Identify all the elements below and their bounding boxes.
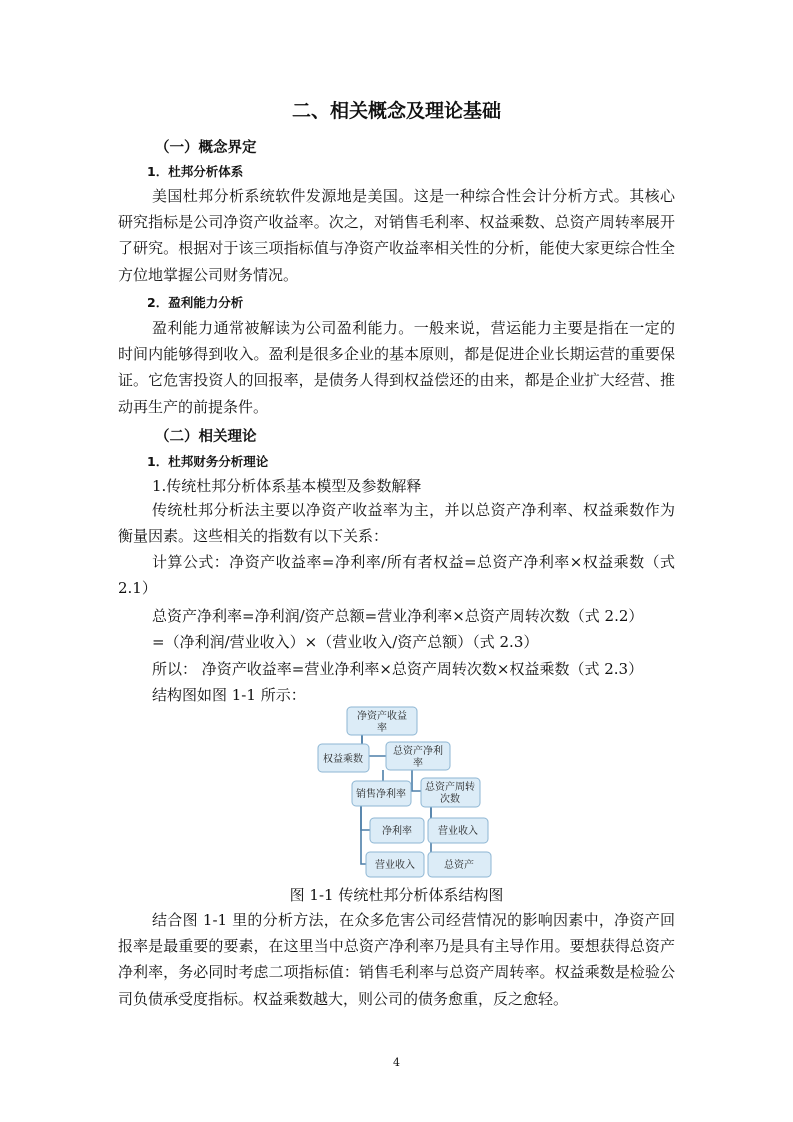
connector-margin-netprofit	[361, 806, 370, 830]
box-sales-margin	[352, 781, 411, 806]
formula-4: 所以： 净资产收益率=营业净利率×总资产周转次数×权益乘数（式 2.3）	[152, 660, 644, 678]
subheading-profitability: 2．盈利能力分析	[147, 295, 244, 310]
formula-3: =（净利润/营业收入）×（营业收入/资产总额）（式 2.3）	[152, 633, 539, 651]
box-roe	[347, 707, 417, 735]
connector-margin-revenue	[361, 806, 366, 864]
model-heading-line: 1.传统杜邦分析体系基本模型及参数解释	[152, 477, 422, 495]
box-asset-turnover	[421, 778, 480, 807]
box-equity-multiplier	[318, 744, 369, 772]
box-sales-margin-label: 销售净利率	[356, 789, 406, 800]
box-roe-line1: 净资产收益	[357, 711, 407, 722]
box-asset-turnover-line2: 次数	[440, 794, 460, 805]
paragraph-model-intro: 传统杜邦分析法主要以净资产收益率为主，并以总资产净利率、权益乘数作为衡量因素。这些相关的指数有以下关系：	[118, 501, 675, 546]
box-revenue-left-label: 营业收入	[375, 860, 415, 871]
page-number: 4	[393, 1056, 400, 1069]
box-total-assets-label: 总资产	[444, 860, 474, 871]
paragraph-analysis: 结合图 1-1 里的分析方法，在众多危害公司经营情况的影响因素中，净资产回报率是最重要的要素，在这里当中总资产净利率乃是具有主导作用。要想获得总资产净利率，务必同时考虑二项指标值：销售毛利率与总资产周转率。权益乘数是检验公司负债承受度指标。权益乘数越大，则公司的债务愈重，反之愈轻。	[118, 911, 675, 1008]
paragraph-dupont-intro: 美国杜邦分析系统软件发源地是美国。这是一种综合性会计分析方式。其核心研究指标是公司净资产收益率。次之，对销售毛利率、权益乘数、总资产周转率展开了研究。根据对于该三项指标值与净资产收益率相关性的分析，能使大家更综合性全方位地掌握公司财务情况。	[118, 187, 675, 284]
figure-intro-line: 结构图如图 1-1 所示：	[152, 686, 306, 704]
box-roe-line2: 率	[377, 723, 387, 734]
box-roa-line1: 总资产净利	[393, 746, 443, 757]
box-net-profit	[370, 818, 424, 843]
section-heading-theory: （二）相关理论	[155, 429, 257, 445]
box-asset-turnover-line1: 总资产周转	[425, 782, 475, 793]
section-heading-concepts: （一）概念界定	[155, 140, 257, 156]
figure-caption: 图 1-1 传统杜邦分析体系结构图	[289, 886, 504, 904]
box-revenue-right	[428, 818, 488, 843]
formula-2: 总资产净利率=净利润/资产总额=营业净利率×总资产周转次数（式 2.2）	[152, 607, 644, 625]
box-roa	[386, 742, 450, 770]
box-roa-line2: 率	[413, 758, 423, 769]
subheading-dupont-theory: 1．杜邦财务分析理论	[147, 454, 269, 469]
subheading-dupont-system: 1．杜邦分析体系	[147, 164, 244, 179]
box-total-assets	[428, 852, 491, 877]
paragraph-formula-1: 计算公式：净资产收益率=净利率/所有者权益=总资产净利率×权益乘数（式2.1）	[118, 553, 675, 598]
page-title: 二、相关概念及理论基础	[291, 100, 501, 122]
box-revenue-left	[366, 852, 424, 877]
box-net-profit-label: 净利率	[382, 826, 412, 837]
box-equity-multiplier-label: 权益乘数	[323, 754, 363, 765]
box-revenue-right-label: 营业收入	[438, 826, 478, 837]
paragraph-profitability: 盈利能力通常被解读为公司盈利能力。一般来说，营运能力主要是指在一定的时间内能够得到收入。盈利是很多企业的基本原则，都是促进企业长期运营的重要保证。它危害投资人的回报率，是债务人得到权益偿还的由来，都是企业扩大经营、推动再生产的前提条件。	[118, 319, 675, 416]
